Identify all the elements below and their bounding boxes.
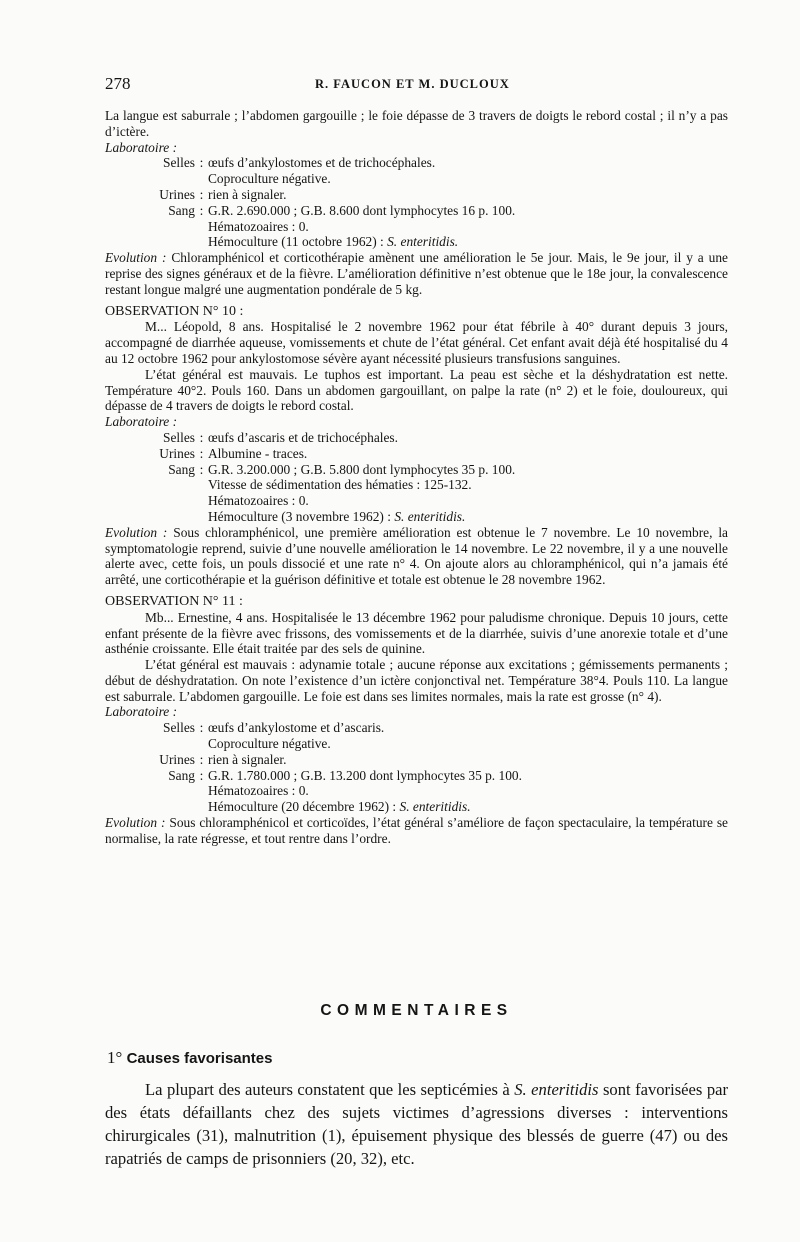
organism-name: S. enteritidis. bbox=[387, 234, 459, 250]
lab-continuation: Hématozoaires : 0. bbox=[208, 218, 309, 234]
lab-key: Sang bbox=[168, 461, 195, 477]
section-title: Causes favorisantes bbox=[126, 1050, 273, 1067]
evolution-label: Evolution : bbox=[105, 250, 167, 266]
lab-key: Sang bbox=[168, 202, 195, 218]
observation-10-paragraph: M... Léopold, 8 ans. Hospitalisé le 2 novembre 1962 pour état fébrile à 40° durant depuis 3 jours, accompagné de diarrhée aqueuse, vomissements et chute de l’état général. Cet enfant avait déjà été hospitalisé du 4 au 12 octobre 1962 pour ankylostomose sévère ayant nécessité plusieurs transfusions sanguines. bbox=[105, 319, 728, 366]
lab-value: rien à signaler. bbox=[208, 751, 287, 767]
section-number: 1° bbox=[107, 1048, 123, 1067]
page-number: 278 bbox=[105, 74, 131, 93]
intro-paragraph: La langue est saburrale ; l’abdomen gargouille ; le foie dépasse de 3 travers de doigts le rebord costal ; il n’y a pas d’ictère. bbox=[105, 108, 728, 139]
lab-row-urines: Urines : rien à signaler. bbox=[105, 187, 728, 203]
hemoculture-line: Hémoculture (20 décembre 1962) : S. enteritidis. bbox=[208, 799, 471, 815]
lab-value: G.R. 1.780.000 ; G.B. 13.200 dont lymphocytes 35 p. 100. bbox=[208, 767, 522, 783]
observation-11-paragraph: L’état général est mauvais : adynamie totale ; aucune réponse aux excitations ; gémissements permanents ; début de déshydratation. On note l’existence d’un ictère conjonctival net. Température 38°4. Pouls 110. La langue est saburrale. L’abdomen gargouille. Le foie est dans ses limites normales, mais la rate est grosse (n° 4). bbox=[105, 657, 728, 704]
section-heading bbox=[107, 1048, 272, 1068]
lab-key: Selles bbox=[163, 155, 195, 171]
lab-key: Sang bbox=[168, 767, 195, 783]
lab-continuation: Coproculture négative. bbox=[208, 171, 331, 187]
lab-row-sang: Sang : G.R. 3.200.000 ; G.B. 5.800 dont lymphocytes 35 p. 100. bbox=[105, 462, 728, 478]
evolution-paragraph: Evolution : Chloramphénicol et corticothérapie amènent une amélioration le 5e jour. Mais, le 9e jour, il y a une reprise des signes généraux et de la fièvre. L’amélioration définitive n’est obtenue que le 18e jour, la convalescence restant longue malgré une augmentation pondérale de 5 kg. bbox=[105, 250, 729, 297]
evolution-paragraph: Evolution : Sous chloramphénicol, une première amélioration est obtenue le 7 novembre. Le 10 novembre, la symptomatologie reprend, suivie d’une nouvelle amélioration le 14 novembre. Le 22 novembre, il y a une nouvelle alerte avec, cette fois, un pouls dissocié et une rate n° 4. On ajoute alors au chloramphénicol, qui n’a jamais été arrêté, une corticothérapie et la guérison définitive et totale est obtenue le 28 novembre 1962. bbox=[105, 524, 728, 588]
evolution-paragraph: Evolution : Sous chloramphénicol et corticoïdes, l’état général s’améliore de façon spectaculaire, la température se normalise, la rate régresse, et tout rentre dans l’ordre. bbox=[105, 815, 729, 846]
lab-key: Urines bbox=[159, 751, 195, 767]
lab-key: Urines bbox=[159, 186, 195, 202]
lab-continuation: Coproculture négative. bbox=[208, 736, 331, 752]
commentaires-heading: COMMENTAIRES bbox=[320, 1002, 513, 1019]
lab-row-selles: Selles : œufs d’ankylostome et d’ascaris. bbox=[105, 720, 728, 736]
organism-name: S. enteritidis bbox=[514, 1080, 599, 1099]
lab-value: G.R. 3.200.000 ; G.B. 5.800 dont lymphocytes 35 p. 100. bbox=[208, 461, 516, 477]
lab-key: Selles bbox=[163, 720, 195, 736]
organism-name: S. enteritidis. bbox=[394, 508, 466, 524]
lab-continuation: Hématozoaires : 0. bbox=[208, 783, 309, 799]
lab-row-sang: Sang : G.R. 2.690.000 ; G.B. 8.600 dont lymphocytes 16 p. 100. bbox=[105, 203, 728, 219]
body-text bbox=[105, 108, 728, 847]
lab-row-selles: Selles : œufs d’ascaris et de trichocéphales. bbox=[105, 430, 728, 446]
commentaires-paragraph: La plupart des auteurs constatent que les septicémies à S. enteritidis sont favorisées par des états défaillants chez des sujets victimes d’agressions diverses : interventions chirurgicales (31), malnutrition (1), épuisement physique des blessés de guerre (47) ou des rapatriés de camps de prisonniers (20, 32), etc. bbox=[105, 1080, 729, 1168]
lab-value: Albumine - traces. bbox=[208, 445, 308, 461]
lab-continuation: Hématozoaires : 0. bbox=[208, 493, 309, 509]
lab-value: œufs d’ascaris et de trichocéphales. bbox=[208, 429, 398, 445]
lab-row-urines: Urines : rien à signaler. bbox=[105, 752, 728, 768]
lab-row-selles: Selles : œufs d’ankylostomes et de trichocéphales. bbox=[105, 155, 728, 171]
observation-11-lab bbox=[105, 704, 728, 815]
observation-9-lab bbox=[105, 140, 728, 251]
observation-10-lab bbox=[105, 414, 728, 525]
lab-heading: Laboratoire : bbox=[105, 704, 178, 720]
lab-key: Urines bbox=[159, 445, 195, 461]
lab-value: œufs d’ankylostome et d’ascaris. bbox=[208, 720, 385, 736]
observation-11-title: OBSERVATION N° 11 : bbox=[105, 593, 243, 609]
observation-11-paragraph: Mb... Ernestine, 4 ans. Hospitalisée le 13 décembre 1962 pour paludisme chronique. Depuis 10 jours, cette enfant présente de la fièvre avec frissons, des vomissements et de la diarrhée, suivis d’une anorexie totale et d’une asthénie croissante. Elle était traitée par des sels de quinine. bbox=[105, 609, 728, 657]
observation-10-paragraph: L’état général est mauvais. Le tuphos est important. La peau est sèche et la déshydratation est nette. Température 40°2. Pouls 160. Dans un abdomen gargouillant, on palpe la rate (n° 2) et le foie, douloureux, qui dépasse de 4 travers de doigts le rebord costal. bbox=[105, 366, 728, 414]
lab-value: œufs d’ankylostomes et de trichocéphales. bbox=[208, 155, 436, 171]
running-head: R. FAUCON ET M. DUCLOUX bbox=[315, 77, 510, 91]
lab-heading: Laboratoire : bbox=[105, 414, 178, 430]
lab-heading: Laboratoire : bbox=[105, 139, 178, 155]
lab-row-urines: Urines : Albumine - traces. bbox=[105, 446, 728, 462]
lab-value: G.R. 2.690.000 ; G.B. 8.600 dont lymphocytes 16 p. 100. bbox=[208, 202, 516, 218]
hemoculture-line: Hémoculture (11 octobre 1962) : S. enteritidis. bbox=[208, 234, 459, 250]
lab-value: rien à signaler. bbox=[208, 186, 287, 202]
page-header bbox=[105, 74, 725, 96]
observation-10-title: OBSERVATION N° 10 : bbox=[105, 303, 244, 319]
organism-name: S. enteritidis. bbox=[399, 799, 471, 815]
evolution-label: Evolution : bbox=[105, 524, 168, 540]
hemoculture-line: Hémoculture (3 novembre 1962) : S. enteritidis. bbox=[208, 508, 466, 524]
evolution-label: Evolution : bbox=[105, 815, 166, 831]
lab-key: Selles bbox=[163, 429, 195, 445]
lab-row-sang: Sang : G.R. 1.780.000 ; G.B. 13.200 dont lymphocytes 35 p. 100. bbox=[105, 768, 728, 784]
lab-continuation: Vitesse de sédimentation des hématies : 125-132. bbox=[208, 477, 472, 493]
